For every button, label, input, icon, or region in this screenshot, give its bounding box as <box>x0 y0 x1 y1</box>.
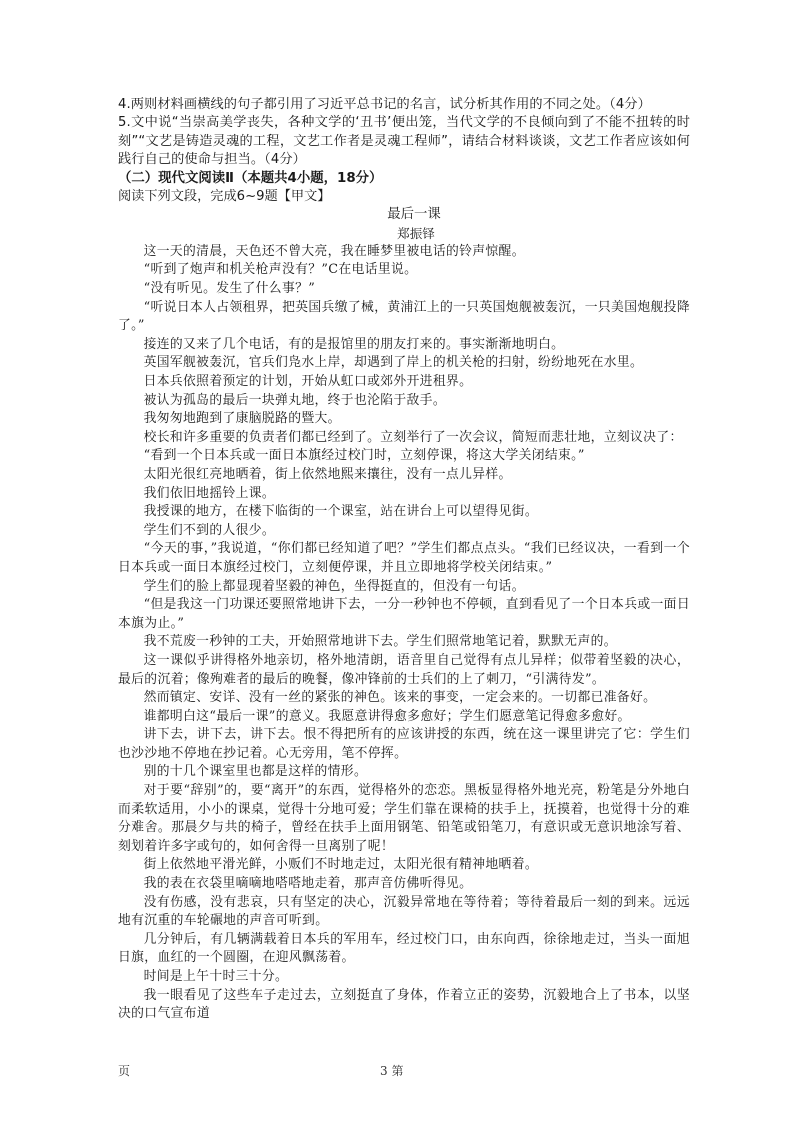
paragraph: 日本兵依照着预定的计划，开始从虹口或郊外开进租界。 <box>143 374 473 389</box>
paragraph: 我一眼看见了这些车子走过去，立刻挺直了身体，作着立正的姿势，沉毅地合上了书本，以坚决的口气宣布道 <box>118 987 690 1022</box>
question-4: 4.两则材料画横线的句子都引用了习近平总书记的名言，试分析其作用的不同之处。（4分） <box>118 97 651 112</box>
paragraph: 学生们的脸上都显现着坚毅的神色，坐得挺直的，但没有一句话。 <box>143 578 525 594</box>
paragraph: 别的十几个课室里也都是这样的情形。 <box>143 764 368 780</box>
paragraph: 没有伤感，没有悲哀，只有坚定的决心，沉毅异常地在等待着；等待着最后一刻的到来。远远地有沉重的车轮碾地的声音可听到。 <box>118 894 690 929</box>
paragraph: 学生们不到的人很少。 <box>143 522 276 538</box>
paragraph: 我匆匆地跑到了康脑脱路的暨大。 <box>143 411 341 427</box>
question-5: 5.文中说“当崇高美学丧失，各种文学的‘丑书’便出笼，当代文学的不良倾向到了不能不扭转的时刻”“文艺是铸造灵魂的工程，文艺工作者是灵魂工程师”，请结合材料谈谈，文艺工作者应该如何践行自己的使命与担当。（4分） <box>118 115 690 168</box>
paragraph: 这一课似乎讲得格外地亲切，格外地清朗，语音里自己觉得有点儿异样；似带着坚毅的决心，最后的沉着；像殉难者的最后的晚餐，像冲锋前的士兵们的上了刺刀，“引满待发”。 <box>118 652 690 687</box>
article-body <box>118 243 690 1024</box>
paragraph: 讲下去，讲下去，讲下去。恨不得把所有的应该讲授的东西，统在这一课里讲完了它：学生们也沙沙地不停地在抄记着。心无旁用，笔不停挥。 <box>118 727 690 761</box>
paragraph: “听说日本人占领租界，把英国兵缴了械，黄浦江上的一只英国炮舰被轰沉，一只美国炮舰投降了。” <box>118 299 690 334</box>
paragraph: 街上依然地平滑光鲜，小贩们不时地走过，太阳光很有精神地晒着。 <box>143 857 538 873</box>
paragraph: 被认为孤岛的最后一块弹丸地，终于也沦陷于敌手。 <box>143 392 446 408</box>
paragraph: “没有听见。发生了什么事？” <box>143 281 316 297</box>
paragraph: 然而镇定、安详、没有一丝的紧张的神色。该来的事变，一定会来的。一切都已准备好。 <box>143 690 657 706</box>
section-heading: （二）现代文阅读Ⅱ（本题共4小题，18分） <box>118 170 383 186</box>
footer-page-label: 页 <box>118 1064 131 1078</box>
document-page <box>118 96 690 1024</box>
paragraph: 几分钟后，有几辆满载着日本兵的军用车，经过校门口，由东向西，徐徐地走过，当头一面旭日旗，血红的一个圆圈，在迎风飘荡着。 <box>118 931 690 966</box>
footer-page-number: 3 第 <box>380 1064 404 1078</box>
paragraph: “听到了炮声和机关枪声没有？”C在电话里说。 <box>143 262 418 278</box>
paragraph: 我授课的地方，在楼下临街的一个课室，站在讲台上可以望得见街。 <box>143 504 538 520</box>
section-instruction: 阅读下列文段，完成6~9题【甲文】 <box>118 189 331 205</box>
paragraph: 太阳光很红亮地晒着，街上依然地熙来攘往，没有一点儿异样。 <box>143 466 512 482</box>
article-title: 最后一课 <box>387 207 441 223</box>
paragraph: 我们依旧地摇铃上课。 <box>143 485 276 501</box>
paragraph: “今天的事，”我说道，“你们都已经知道了吧？”学生们都点点头。“我们已经议决，一看到一个日本兵或一面日本旗经过校门，立刻便停课，并且立即地将学校关闭结束。” <box>118 541 690 575</box>
paragraph: 接连的又来了几个电话，有的是报馆里的朋友打来的。事实渐渐地明白。 <box>143 336 565 352</box>
paragraph: 我的表在衣袋里嘀嘀地嗒嗒地走着，那声音仿佛听得见。 <box>143 876 473 892</box>
paragraph: 对于要“辞别”的，要“离开”的东西，觉得格外的恋恋。黑板显得格外地光亮，粉笔是分外地白而柔软适用，小小的课桌，觉得十分地可爱；学生们靠在课椅的扶手上，抚摸着，也觉得十分的难分难舍。那晨夕与共的椅子，曾经在扶手上面用钢笔、铅笔或铅笔刀，有意识或无意识地涂写着、刻划着许多字或句的，如何舍得一旦离别了呢！ <box>118 783 690 854</box>
paragraph: 校长和许多重要的负责者们都已经到了。立刻举行了一次会议，简短而悲壮地，立刻议决了： <box>143 429 683 445</box>
paragraph: 谁都明白这“最后一课”的意义。我愿意讲得愈多愈好；学生们愿意笔记得愈多愈好。 <box>143 708 631 724</box>
paragraph: “看到一个日本兵或一面日本旗经过校门时，立刻停课，将这大学关闭结束。” <box>143 448 585 464</box>
paragraph: 时间是上午十时三十分。 <box>143 969 289 984</box>
paragraph: 英国军舰被轰沉，官兵们凫水上岸，却遇到了岸上的机关枪的扫射，纷纷地死在水里。 <box>143 355 644 371</box>
paragraph: 这一天的清晨，天色还不曾大亮，我在睡梦里被电话的铃声惊醒。 <box>143 243 525 259</box>
paragraph: 我不荒废一秒钟的工夫，开始照常地讲下去。学生们照常地笔记着，默默无声的。 <box>143 634 617 650</box>
paragraph: “但是我这一门功课还要照常地讲下去，一分一秒钟也不停顿，直到看见了一个日本兵或一面日本旗为止。” <box>118 597 690 631</box>
article-author: 郑振铎 <box>397 225 435 241</box>
